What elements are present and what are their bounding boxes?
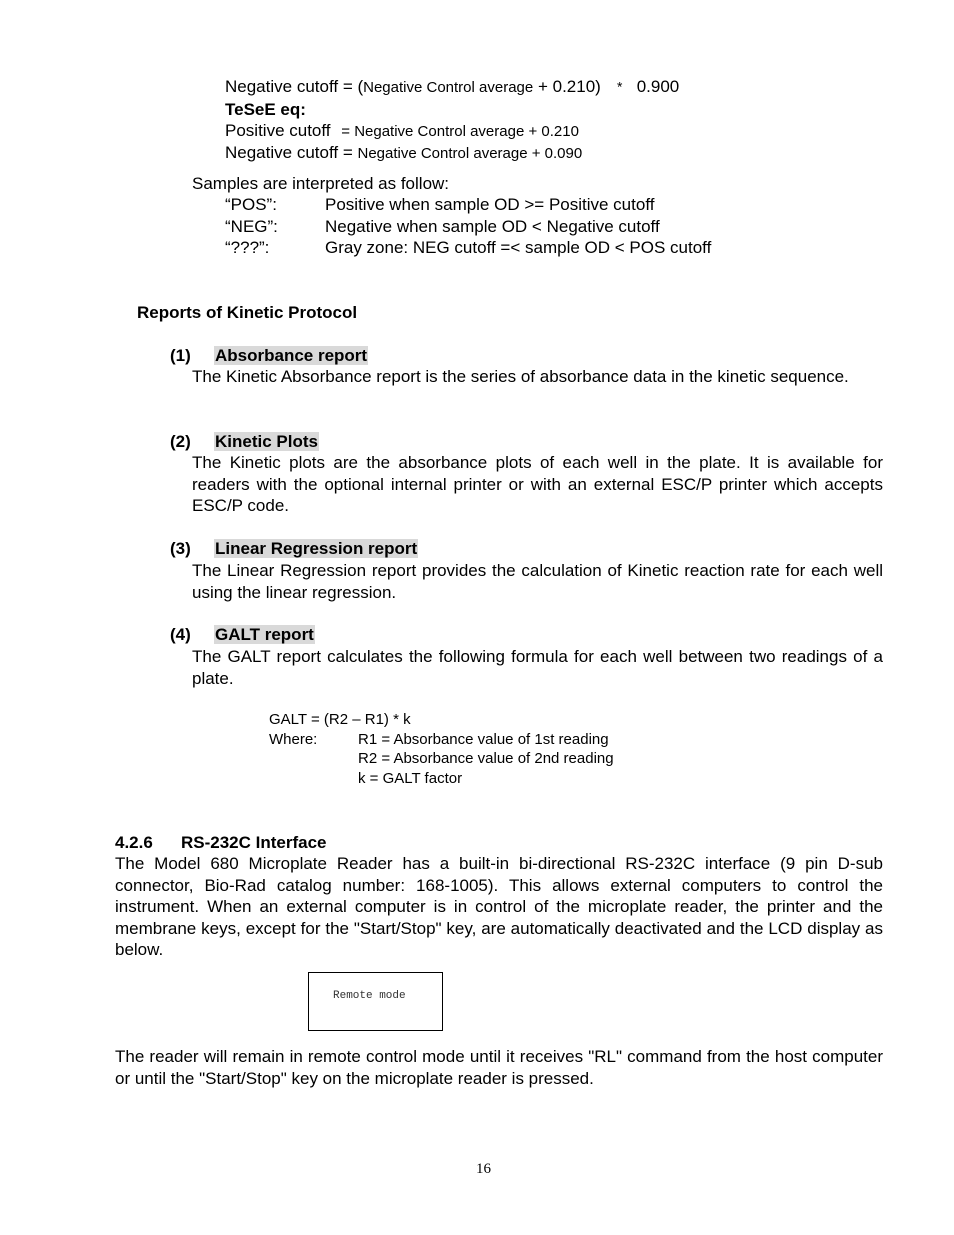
lcd-display-text: Remote mode [333,990,406,1002]
report-number: (4) [170,625,191,644]
tese-negative-label: Negative cutoff = [225,143,353,162]
interpretation-intro: Samples are interpreted as follow: [192,174,450,193]
report-title-linear-regression [214,538,418,559]
remote-mode-paragraph: The reader will remain in remote control mode until it receives "RL" command from the host computer or until the "Start/Stop" key on the microplate reader is pressed. [115,1047,883,1088]
negative-cutoff-line [225,76,679,100]
lcd-display-box [308,972,443,1031]
section-number: 4.2.6 [115,833,153,852]
galt-k-definition: k = GALT factor [358,770,463,787]
negative-cutoff-label: Negative cutoff = ( [225,77,364,96]
report-number: (3) [170,539,191,558]
report-title-kinetic-plots [214,431,319,452]
report-title-text: Kinetic Plots [215,432,318,451]
interpretation-text: Positive when sample OD >= Positive cutoff [325,195,655,214]
report-title-text: Linear Regression report [215,539,418,558]
report-number: (2) [170,432,191,451]
tese-negative-formula: Negative Control average + 0.090 [357,145,583,162]
galt-formula: GALT = (R2 – R1) * k [269,711,411,728]
report-body-kinetic-plots: The Kinetic plots are the absorbance plots of each well in the plate. It is available for readers with the optional internal printer or with an external ESC/P printer which accepts ESC/P code. [192,453,883,515]
galt-r2-definition: R2 = Absorbance value of 2nd reading [358,750,614,767]
galt-where-label: Where: [269,731,318,748]
kinetic-heading: Reports of Kinetic Protocol [137,303,358,322]
report-body-absorbance: The Kinetic Absorbance report is the series of absorbance data in the kinetic sequence. [192,367,849,386]
interpretation-text: Negative when sample OD < Negative cutoff [325,217,660,236]
galt-r1-definition: R1 = Absorbance value of 1st reading [358,731,609,748]
report-title-galt [214,624,315,645]
report-title-text: GALT report [215,625,314,644]
tese-negative-line [225,142,582,164]
tese-positive-line [225,120,579,142]
tese-positive-formula: = Negative Control average + 0.210 [341,123,579,140]
interpretation-text: Gray zone: NEG cutoff =< sample OD < POS cutoff [325,238,712,257]
negative-cutoff-tail: + 0.210) [533,77,601,96]
report-number: (1) [170,346,191,365]
report-title-text: Absorbance report [215,346,368,365]
report-body-linear-regression: The Linear Regression report provides the calculation of Kinetic reaction rate for each well using the linear regression. [192,561,883,602]
interpretation-code: “???”: [225,238,270,257]
multiply-symbol: * [615,81,624,97]
tese-positive-label: Positive cutoff [225,121,331,140]
interpretation-code: “NEG”: [225,217,278,236]
report-title-absorbance [214,345,368,366]
tese-heading: TeSeE eq: [225,100,306,119]
section-title: RS-232C Interface [181,833,327,852]
report-body-galt: The GALT report calculates the following formula for each well between two readings of a plate. [192,647,883,688]
page-number: 16 [476,1161,491,1177]
rs232-paragraph: The Model 680 Microplate Reader has a built-in bi-directional RS-232C interface (9 pin D-sub connector, Bio-Rad catalog number: 168-1005). This allows external computers to control the instrument. When an external computer is in control of the microplate reader, the printer and the membrane keys, except for the "Start/Stop" key, are automatically deactivated and the LCD display as below. [115,854,883,959]
interpretation-code: “POS”: [225,195,277,214]
negative-cutoff-formula: Negative Control average [363,79,534,96]
negative-cutoff-factor: 0.900 [636,77,680,96]
